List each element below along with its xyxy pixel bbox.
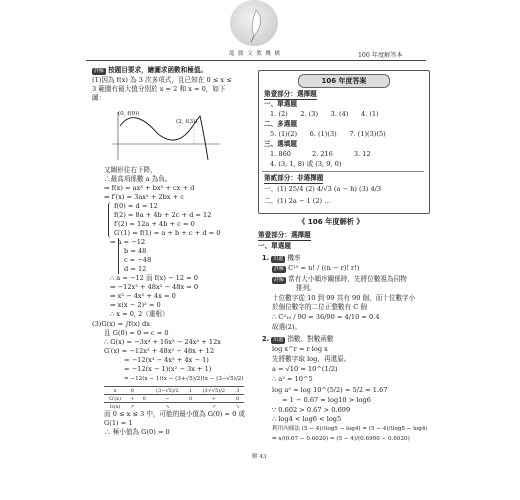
solution-tag: 詳解 [94, 68, 105, 74]
solution-line: ∴ x = 0, 2（重根） [110, 310, 169, 318]
question-2-line: a = √10 = 10^(1/2) [272, 365, 338, 373]
question-2-line: ∵ 0.602 > 0.67 > 0.699 [272, 406, 351, 414]
solution-tag: 詳解 [274, 266, 285, 272]
answers-multi: 5. (1)(2) 6. (1)(3) 7. (1)(3)(5) [270, 130, 386, 138]
solution-line: ∴ G(x) = −3x⁴ + 16x³ − 24x² + 12x [104, 338, 221, 346]
solution-line: (1)因為 f(x) 為 3 次多項式，且已知在 0 ≤ x ≤ [92, 76, 232, 84]
solution-line: ⇒ x³ − 4x² + 4x = 0 [110, 292, 176, 300]
answers-nonchoice-1: 一、(1) 25/4 (2) 4/√3 (a − h) (3) 4/3 [264, 185, 382, 193]
question-1-line: 詳解 當有大小順序關係時，先將位數視為同物 [274, 275, 407, 283]
source-tag: 出處 [273, 256, 284, 262]
solution-line: ⇒ f′(x) = 3ax² + 2bx + c [104, 193, 184, 201]
question-2-line: log x^r = r log x [272, 345, 328, 353]
question-1-line: 十位數字從 10 到 99 共有 90 個，而十位數字小 [272, 294, 416, 302]
solution-line: f′(2) = 12a + 4b + c = 0 [114, 220, 195, 228]
answers-part1-title: 第壹部分：選擇題 [264, 90, 317, 98]
solution-line: f(2) = 8a + 4b + 2c + d = 12 [114, 211, 212, 219]
answers-single-title: 一、單選題 [264, 100, 297, 108]
solution-line: = −12(x³ − 4x² + 4x − 1) [124, 356, 209, 364]
question-2-line: 先將數字取 log，再還原。 [272, 355, 351, 363]
analysis-part1-title: 第壹部分：選擇題 [258, 231, 311, 239]
solution-line: 圖： [92, 94, 106, 102]
solution-intro: 詳解 按題目要求，繪圖求函數和極值。 [94, 66, 208, 74]
page-number: 解 43 [252, 454, 267, 460]
solution-line: ∴ a = −12 而 f(x) − 12 = 0 [110, 274, 198, 282]
question-1-line: 排列。 [296, 284, 316, 292]
feather-pen-icon [230, 0, 278, 46]
analysis-title: 《 106 年度解析 》 [298, 217, 364, 226]
answers-divider [262, 171, 424, 172]
question-1-line: 詳解 C¹⁰ = n! / ((n − r)! r!) [274, 264, 360, 272]
question-1-line: ∴ C²₁₀ / 90 = 36/90 = 4/10 = 0.4 [272, 313, 380, 321]
question-2-line: log a⁵ = log 10^(5/2) = 5/2 ≈ 1.67 [272, 386, 388, 394]
logo-emblem [230, 0, 278, 46]
table-row: G′(x) + 0 − 0 + 0 [104, 395, 244, 403]
solution-line: ⇒ −12x³ + 48x² − 48x = 0 [110, 283, 199, 291]
solution-line: ⇒ a = −12 [110, 238, 146, 246]
logo-text: 龍 騰 文 教 機 構 [229, 51, 281, 57]
question-2-line: ∴ log4 < log6 < log5 [272, 415, 342, 423]
answers-fill-title: 三、選填題 [264, 140, 297, 148]
sign-table [104, 386, 244, 410]
question-2-line: ⇒ x/(0.67 − 0.6020) = (5 − 4)/(0.6990 − 0.6020) [272, 436, 410, 442]
solution-line: ∴ 極小值為 G(0) = 0 [104, 428, 170, 436]
header-title: 106 年度解答本 [358, 52, 403, 59]
analysis-single-title: 一、單選題 [258, 242, 291, 250]
question-1-line: 故選(2)。 [272, 323, 302, 331]
solution-line: = −12(x − 1)(x² − 3x + 1) [124, 365, 212, 373]
answers-part2-title: 第貳部分：非選擇題 [264, 174, 324, 182]
answers-nonchoice-2: 二、(1) 2a − 1 (2) ... [264, 197, 331, 205]
solution-line: 3 範圍有最大值分別於 x = 2 和 x = 0，如下 [92, 85, 226, 93]
solution-line: ∴最高項係數 a 為負。 [104, 175, 172, 183]
answers-multi-title: 二、多選題 [264, 120, 297, 128]
solution-line: b = 48 [124, 247, 147, 255]
question-1-line: 於個位數字的二位正整數有 C 個 [272, 303, 367, 311]
answer-box-title: 106 年度答案 [298, 74, 390, 88]
question-2-line: ∴ a² = 10^5 [272, 375, 313, 383]
solution-line: 又圖形往右下降， [104, 166, 157, 174]
solution-line: f(0) = d = 12 [114, 202, 158, 210]
question-2-source: 2. 出處 指數、對數函數 [262, 335, 334, 343]
table-row: G(x) ↗ ↘ ↗ ↘ [104, 403, 244, 411]
solution-line: d = 12 [124, 265, 147, 273]
solution-tag: 詳解 [274, 277, 285, 283]
question-1-source: 1. 出處 機率 [262, 254, 301, 262]
system-brace [108, 202, 111, 238]
solution-line: (3)G(x) = ∫f(x) dx [92, 320, 150, 328]
solution-line: = −12(x − 1)(x − (3+√5)/2)(x − (3−√5)/2) [124, 376, 244, 382]
solution-line: G′(1) = f(1) = a + b + c + d = 0 [114, 229, 221, 237]
answers-fill: 1. 860 2. 216 3. 12 [270, 150, 371, 158]
header-divider [86, 60, 426, 61]
solution-line: G(1) = 1 [104, 419, 133, 427]
table-row: x 0 (3−√5)/2 1 (3+√5)/2 3 [104, 387, 244, 395]
graph-label: (2, f(3)) [176, 119, 198, 125]
solution-line: ⇒ f(x) = ax³ + bx² + cx + d [104, 184, 195, 192]
source-tag: 出處 [273, 337, 284, 343]
answers-fill-4: 4. (3, 1, 8) 或 (3, 9, 0) [270, 160, 342, 168]
solution-line: c = −48 [124, 256, 152, 264]
graph-label: (0, f(0)) [118, 111, 140, 117]
solution-line: ⇒ x(x − 2)² = 0 [110, 301, 161, 309]
solution-line: 且 G(0) = 0 ⇒ c = 0 [104, 329, 169, 337]
solution-line: 而 0 ≤ x ≤ 3 中，可能的最小值為 G(0) = 0 或 [104, 410, 245, 418]
solution-line: G′(x) = −12x³ + 48x² − 48x + 12 [104, 347, 215, 355]
question-2-line: 利用內插法 (5 − 4)/(log5 − log4) = (5 − 4)/(log5 − log4) [272, 426, 428, 432]
answers-single: 1. (2) 2. (3) 3. (4) 4. (1) [270, 110, 379, 118]
question-2-line: = 1 − 0.67 ≈ log10 > log6 [282, 396, 371, 404]
